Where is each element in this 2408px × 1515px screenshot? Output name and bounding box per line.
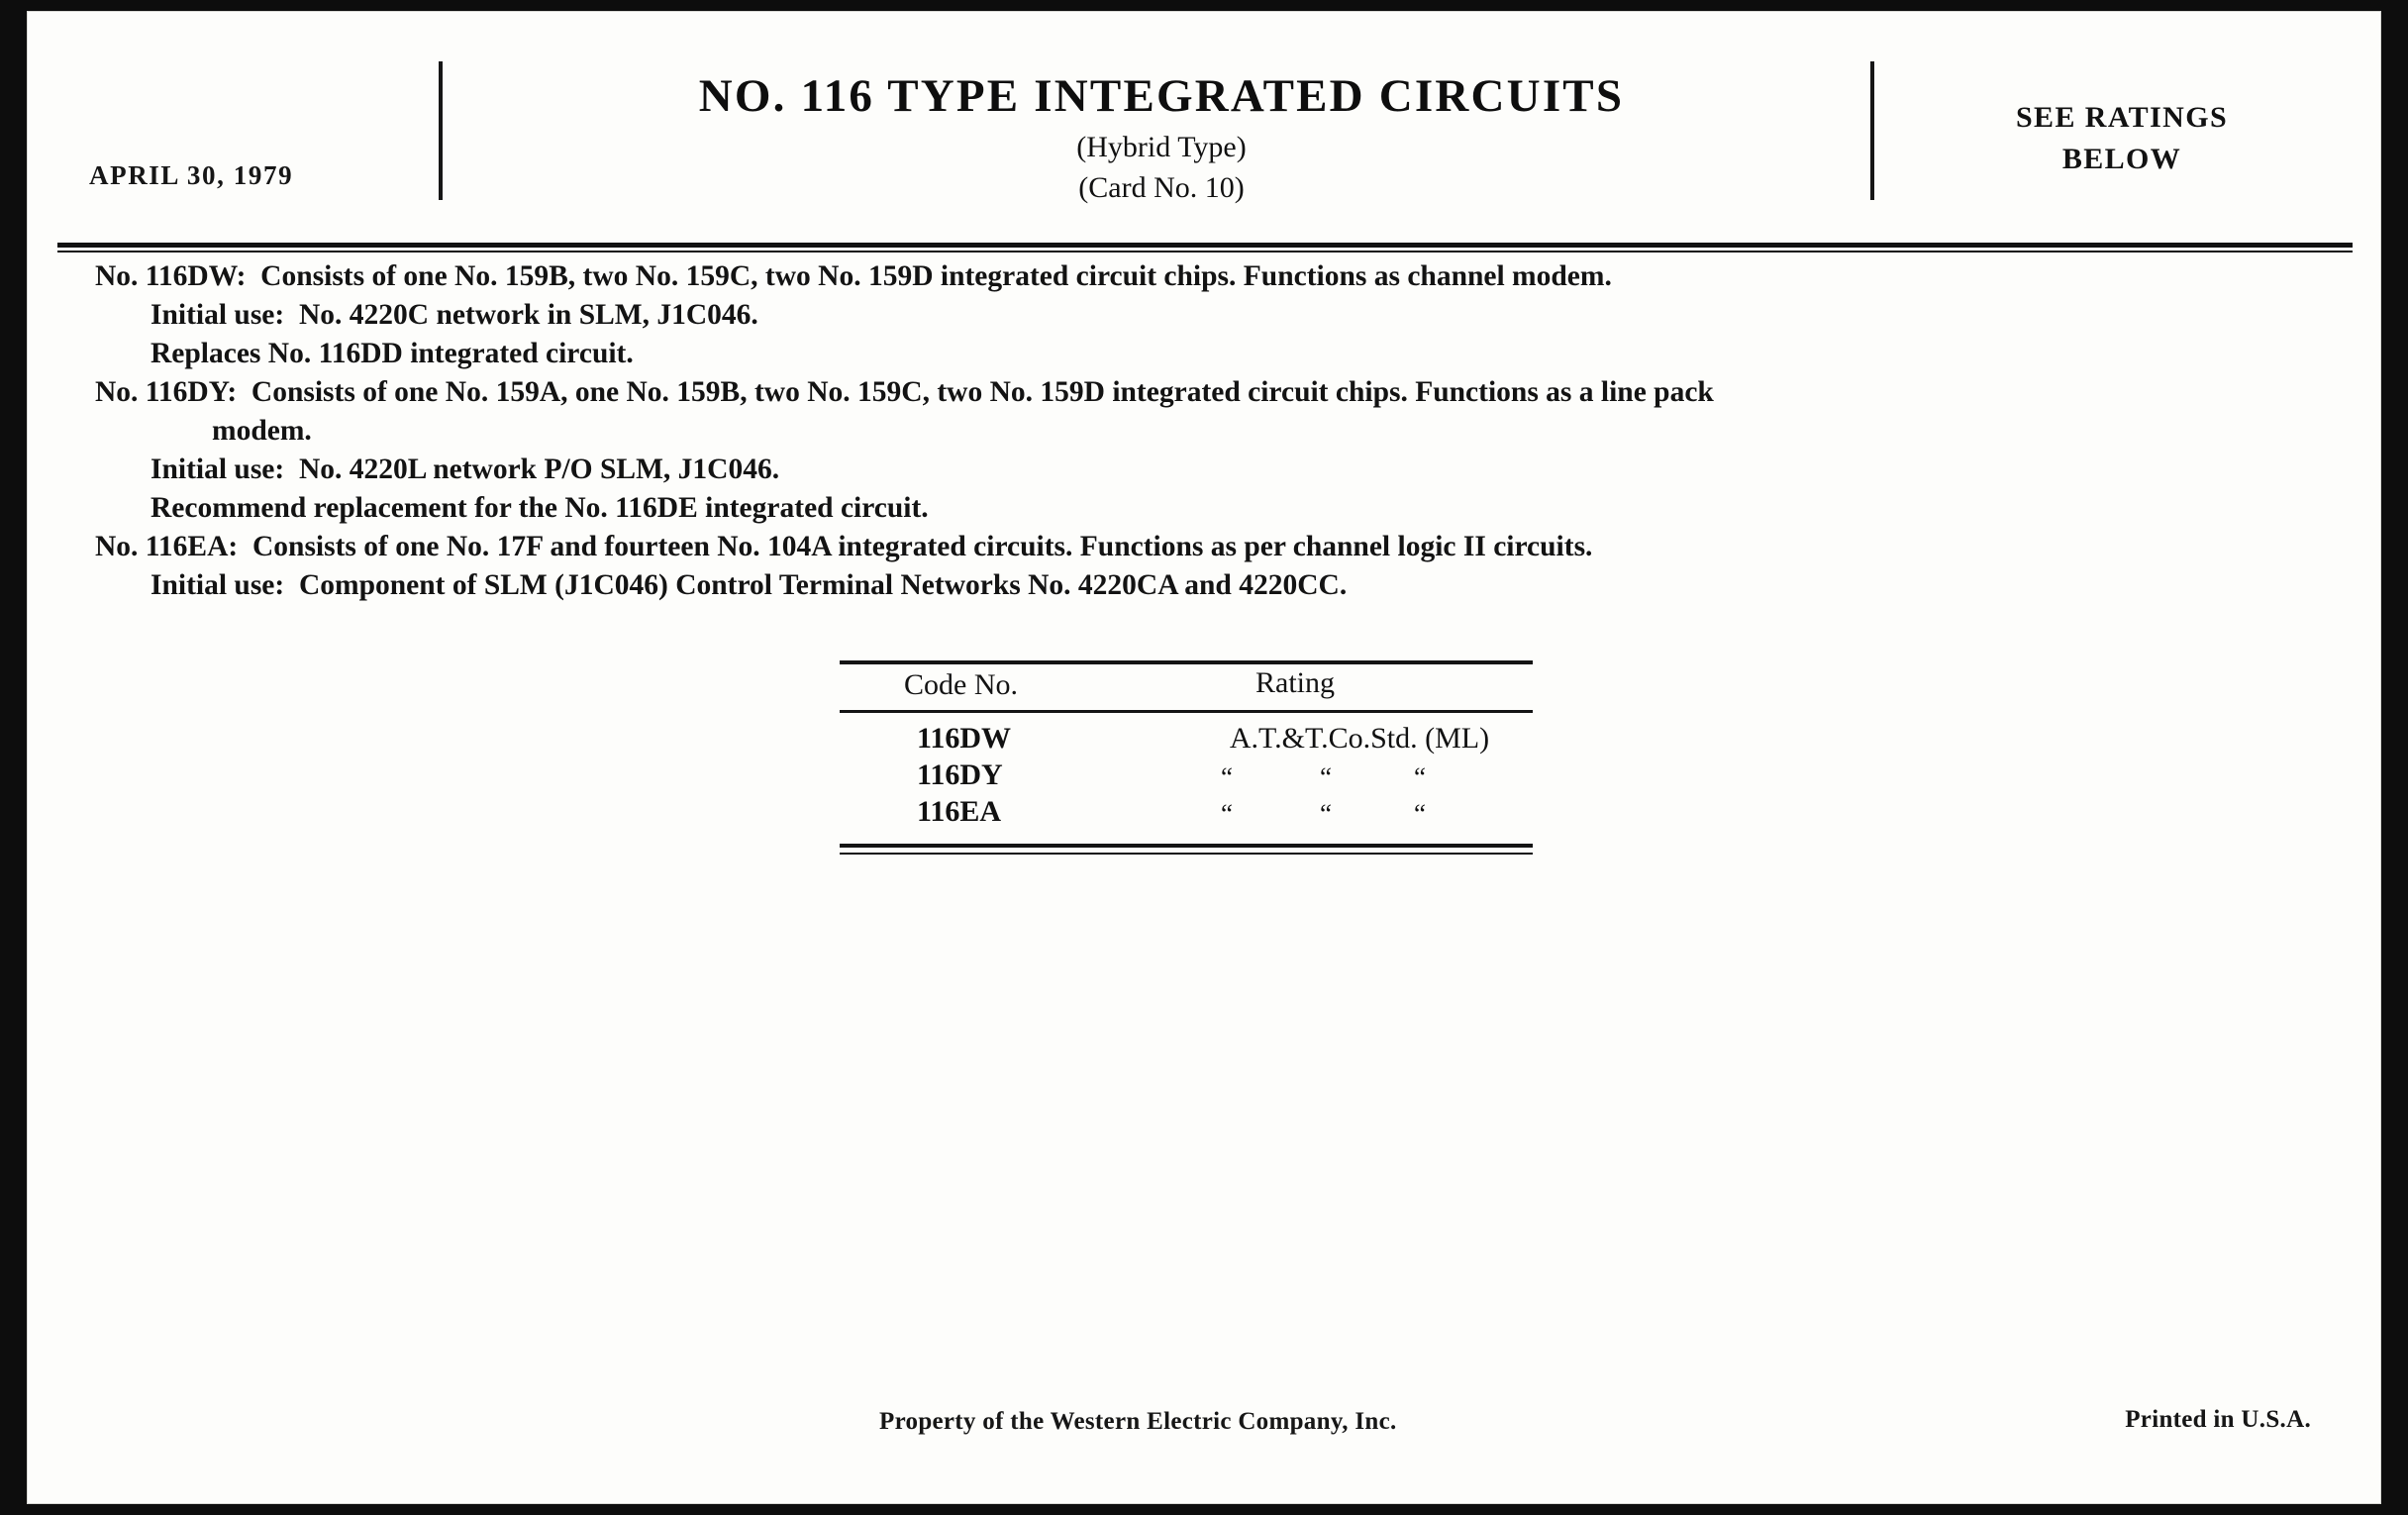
body-line: Recommend replacement for the No. 116DE integrated circuit. xyxy=(150,492,929,524)
page-title: NO. 116 TYPE INTEGRATED CIRCUITS xyxy=(698,70,1625,122)
ditto-mark: “ xyxy=(1414,799,1426,829)
header-rule-thick xyxy=(57,243,2353,248)
body-line: No. 116DW: Consists of one No. 159B, two No. 159C, two No. 159D integrated circuit chips. Functions as channel modem. xyxy=(95,260,1612,292)
body-line: No. 116DY: Consists of one No. 159A, one No. 159B, two No. 159C, two No. 159D integrated circuit chips. Functions as a line pack xyxy=(95,376,1714,408)
cell-code: 116DY xyxy=(917,758,1003,791)
document-card xyxy=(28,12,2380,1503)
page-subtitle-card-number: (Card No. 10) xyxy=(1078,171,1245,204)
header-divider-left xyxy=(439,61,443,200)
table-row xyxy=(840,758,1533,795)
body-line: Initial use: No. 4220C network in SLM, J1C046. xyxy=(150,299,758,331)
header-rule-thin xyxy=(57,251,2353,252)
cell-rating: A.T.&T.Co.Std. (ML) xyxy=(1229,722,1490,755)
ditto-mark: “ xyxy=(1221,762,1233,792)
body-line: Initial use: Component of SLM (J1C046) Control Terminal Networks No. 4220CA and 4220CC. xyxy=(150,569,1348,601)
body-text xyxy=(95,257,2343,605)
footer-printed-notice: Printed in U.S.A. xyxy=(2125,1406,2311,1433)
card-header xyxy=(28,40,2380,204)
table-row xyxy=(840,795,1533,832)
page-subtitle-type: (Hybrid Type) xyxy=(1076,131,1247,163)
issue-date: APRIL 30, 1979 xyxy=(89,160,294,190)
ratings-note-line1: SEE RATINGS xyxy=(2015,101,2229,134)
cell-code: 116EA xyxy=(917,795,1002,828)
body-line: Replaces No. 116DD integrated circuit. xyxy=(150,338,634,369)
ditto-mark: “ xyxy=(1221,799,1233,829)
column-header-code: Code No. xyxy=(904,668,1018,701)
ratings-table xyxy=(840,660,1533,855)
ditto-mark: “ xyxy=(1320,799,1332,829)
footer-property-notice: Property of the Western Electric Company, Inc. xyxy=(879,1408,1397,1435)
ditto-mark: “ xyxy=(1320,762,1332,792)
table-row xyxy=(840,722,1533,758)
body-line: No. 116EA: Consists of one No. 17F and fourteen No. 104A integrated circuits. Functions as per channel logic II circuits. xyxy=(95,531,1593,562)
table-rule-bottom-thick xyxy=(840,844,1533,848)
body-line: Initial use: No. 4220L network P/O SLM, J1C046. xyxy=(150,454,780,485)
ditto-mark: “ xyxy=(1414,762,1426,792)
column-header-rating: Rating xyxy=(1255,666,1335,699)
body-line: modem. xyxy=(212,415,312,447)
table-rule-bottom-thin xyxy=(840,853,1533,855)
cell-code: 116DW xyxy=(917,722,1012,755)
ratings-note-line2: BELOW xyxy=(2061,143,2182,175)
table-header-row xyxy=(840,664,1533,710)
